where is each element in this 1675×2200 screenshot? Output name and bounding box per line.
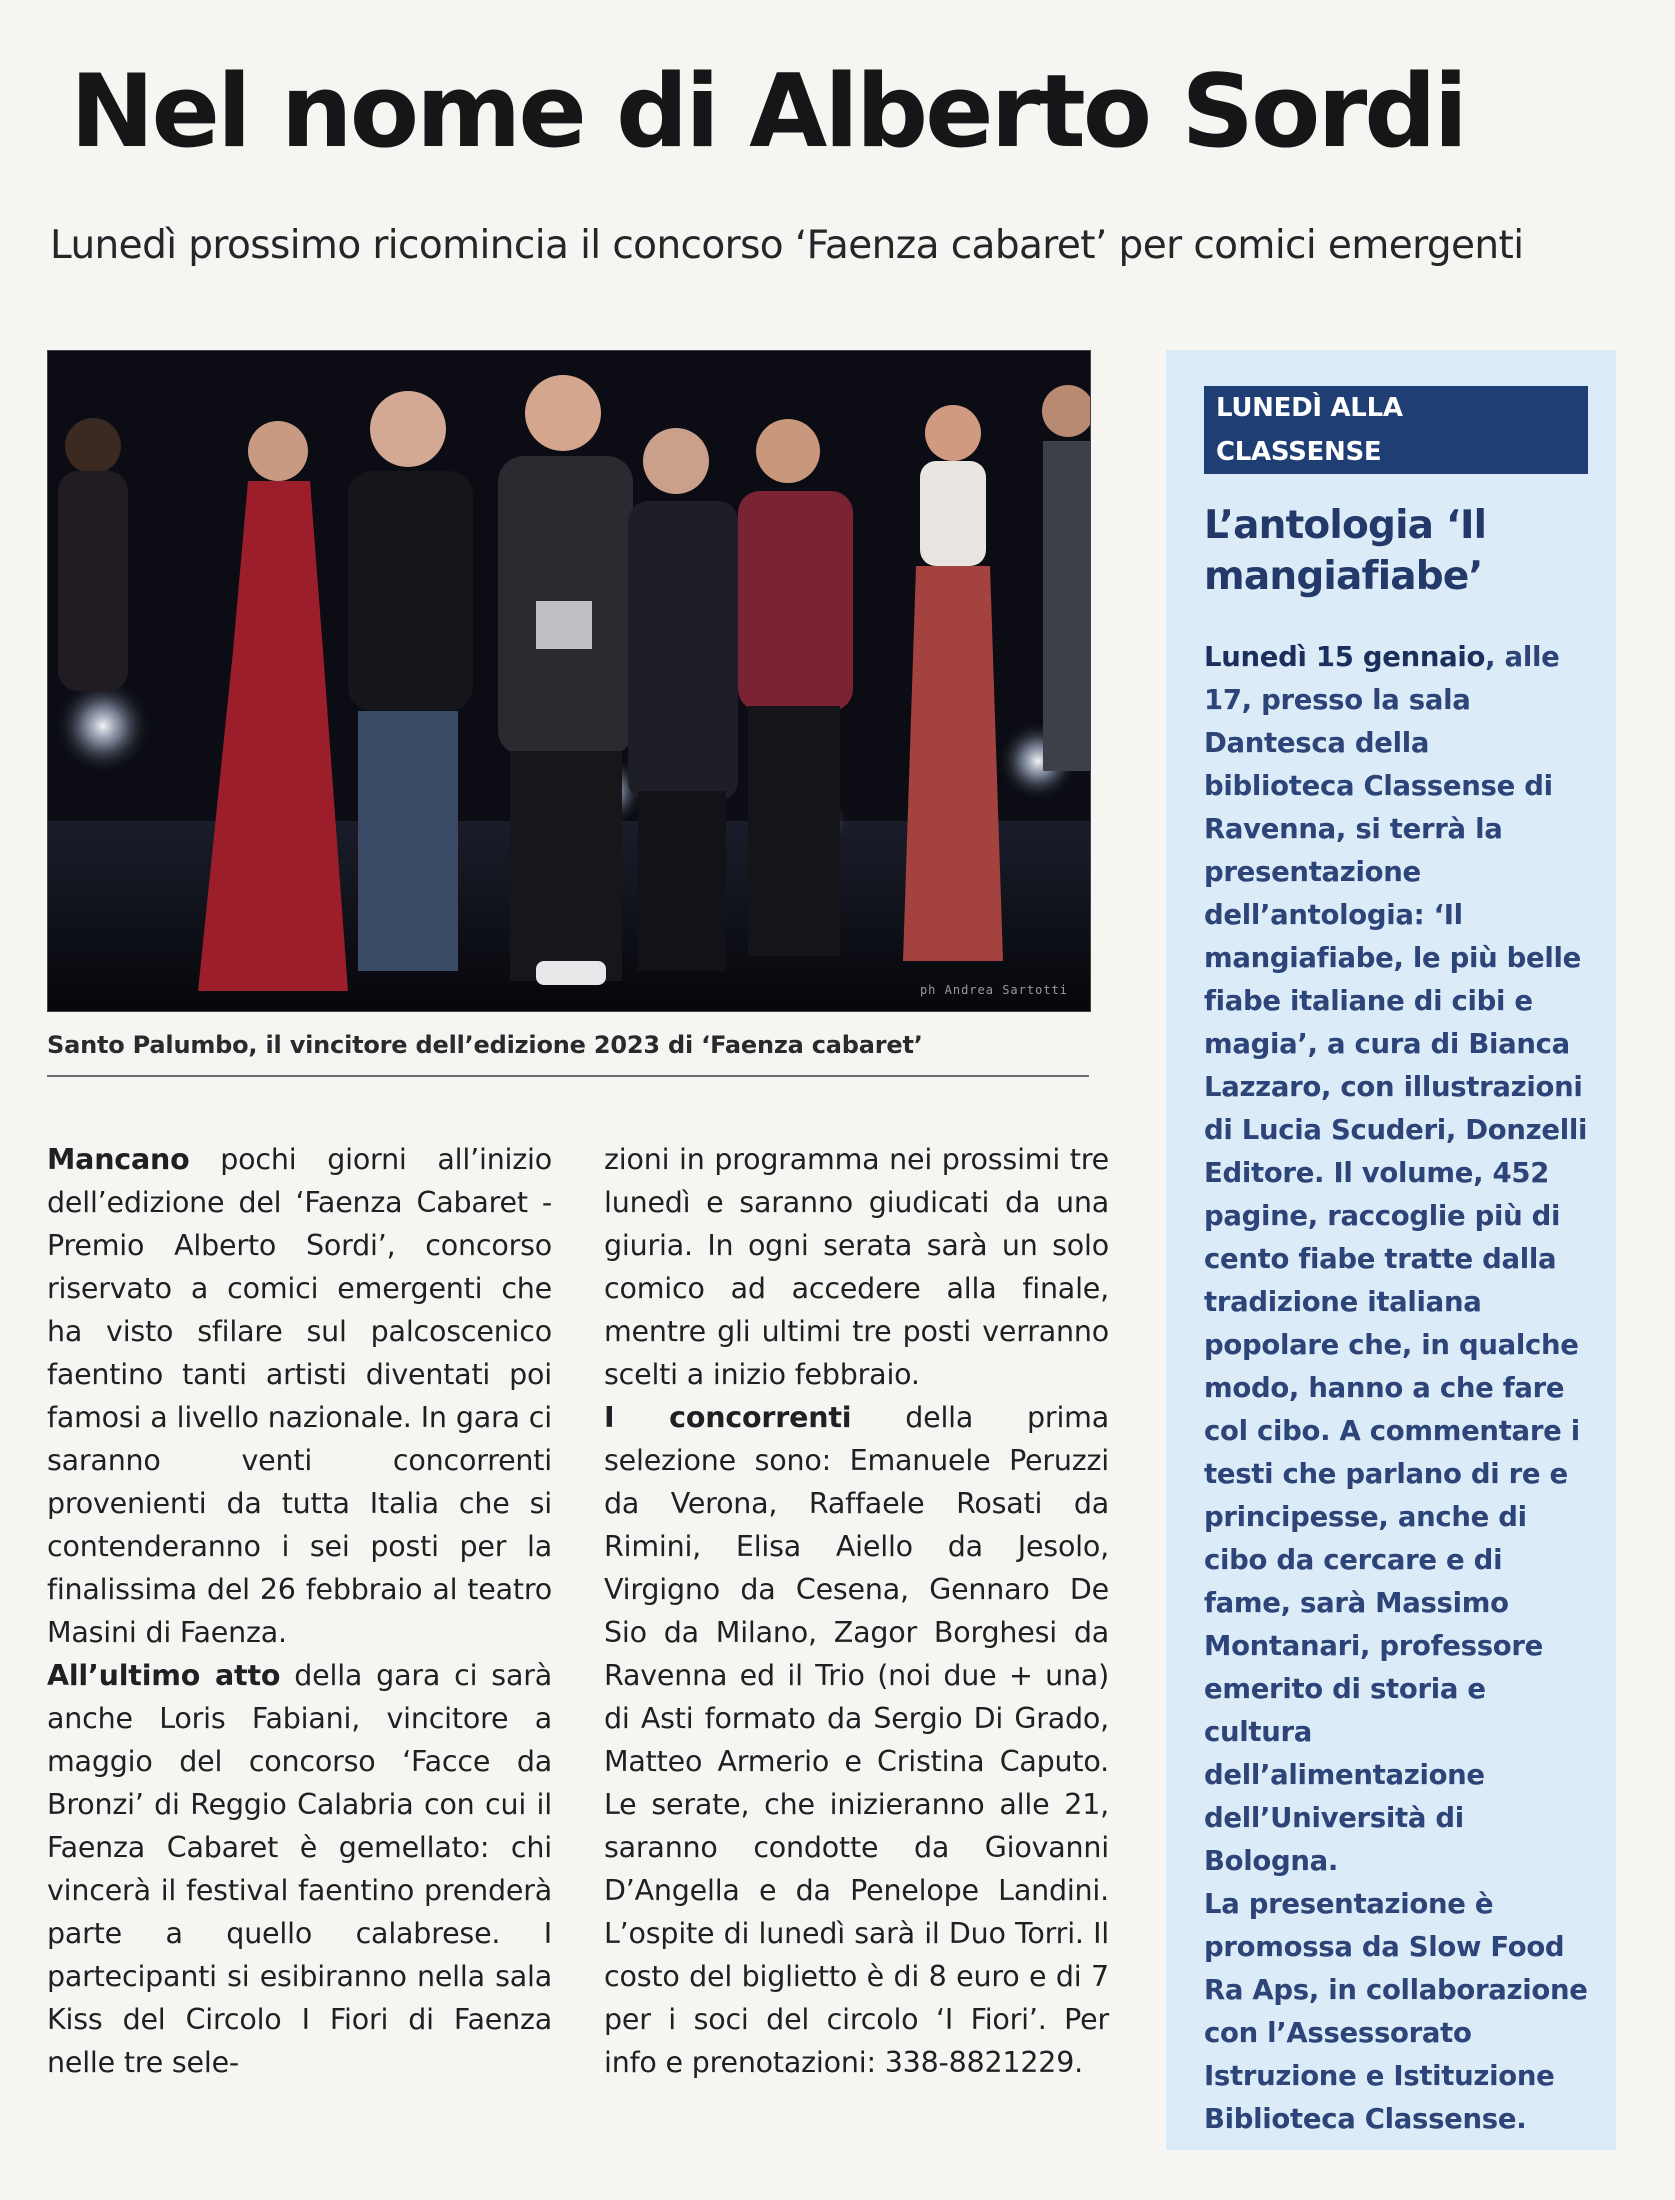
person-older-man: [628, 428, 738, 971]
article-column-1: [47, 1138, 552, 2084]
sidebar-box: [1166, 350, 1616, 2150]
paragraph-lead: All’ultimo atto: [47, 1659, 281, 1692]
paragraph-text: della gara ci sarà anche Loris Fabiani, vincitore a maggio del concorso ‘Facce da Bronzi’ di Reggio Calabria con cui il Faenza Cabaret è gemellato: chi vincerà il festival faentino prenderà parte a quello calabrese. I partecipanti si esibiranno nella sala Kiss del Circolo I Fiori di Faenza nelle tre sele-: [47, 1659, 552, 2079]
sidebar-paragraph: [1204, 636, 1588, 1883]
photo-credit: ph Andrea Sartotti: [919, 983, 1068, 997]
article-photo: [47, 350, 1091, 1012]
sidebar-kicker: LUNEDÌ ALLA CLASSENSE: [1204, 386, 1588, 474]
caption-divider: [47, 1075, 1089, 1077]
person-far-right: [1042, 385, 1090, 771]
paragraph-lead: Mancano: [47, 1143, 190, 1176]
headline: Nel nome di Alberto Sordi: [70, 52, 1466, 170]
photo-caption: Santo Palumbo, il vincitore dell’edizione 2023 di ‘Faenza cabaret’: [47, 1031, 923, 1059]
sidebar-paragraph: [1204, 1883, 1588, 2141]
article-column-2: [604, 1138, 1109, 2084]
article-paragraph: [47, 1654, 552, 2084]
paragraph-lead: I concorrenti: [604, 1401, 852, 1434]
article-paragraph: [604, 1138, 1109, 1396]
paragraph-text: della prima selezione sono: Emanuele Peruzzi da Verona, Raffaele Rosati da Rimini, Elisa Aiello da Jesolo, Virgigno da Cesena, Gennaro De Sio da Milano, Zagor Borghesi da Ravenna ed il Trio (noi due + una) di Asti formato da Sergio Di Grado, Matteo Armerio e Cristina Caputo. Le serate, che inizieranno alle 21, saranno condotte da Giovanni D’Angella e da Penelope Landini. L’ospite di lunedì sarà il Duo Torri. Il costo del biglietto è di 8 euro e di 7 per i soci del circolo ‘I Fiori’. Per info e prenotazioni: 338-8821229.: [604, 1401, 1109, 2079]
person-winner: [498, 375, 633, 985]
sidebar-title: L’antologia ‘Il mangiafiabe’: [1204, 503, 1487, 599]
paragraph-text: zioni in programma nei prossimi tre lunedì e saranno giudicati da una giuria. In ogni serata sarà un solo comico ad accedere alla finale, mentre gli ultimi tre posti verranno scelti a inizio febbraio.: [604, 1143, 1109, 1391]
subheadline: Lunedì prossimo ricomincia il concorso ‘Faenza cabaret’ per comici emergenti: [50, 223, 1524, 268]
person-patterned-jacket: [738, 419, 853, 956]
sidebar-paragraph-text: , alle 17, presso la sala Dantesca della biblioteca Classense di Ravenna, si terrà la presentazione dell’antologia: ‘Il mangiafiabe, le più belle fiabe italiane di cibi e magia’, a cura di Bianca Lazzaro, con illustrazioni di Lucia Scuderi, Donzelli Editore. Il volume, 452 pagine, raccoglie più di cento fiabe tratte dalla tradizione italiana popolare che, in qualche modo, hanno a che fare col cibo. A commentare i testi che parlano di re e principesse, anche di cibo da cercare e di fame, sarà Massimo Montanari, professore emerito di storia e cultura dell’alimentazione dell’Università di Bologna.: [1204, 641, 1588, 1877]
paragraph-text: pochi giorni all’inizio dell’edizione del ‘Faenza Cabaret - Premio Alberto Sordi’, concorso riservato a comici emergenti che ha visto sfilare sul palcoscenico faentino tanti artisti diventati poi famosi a livello nazionale. In gara ci saranno venti concorrenti provenienti da tutta Italia che si contenderanno i sei posti per la finalissima del 26 febbraio al teatro Masini di Faenza.: [47, 1143, 552, 1649]
sidebar-paragraph-text: La presentazione è promossa da Slow Food Ra Aps, in collaborazione con l’Assessorato Istruzione e Istituzione Biblioteca Classense.: [1204, 1888, 1588, 2135]
article-paragraph: [604, 1396, 1109, 2084]
article-paragraph: [47, 1138, 552, 1654]
stage-photo-illustration: [48, 351, 1090, 1011]
sidebar-body: [1204, 636, 1588, 2141]
person-bald-man: [348, 391, 473, 971]
person-left-woman: [58, 418, 128, 691]
sidebar-paragraph-lead: Lunedì 15 gennaio: [1204, 641, 1486, 673]
